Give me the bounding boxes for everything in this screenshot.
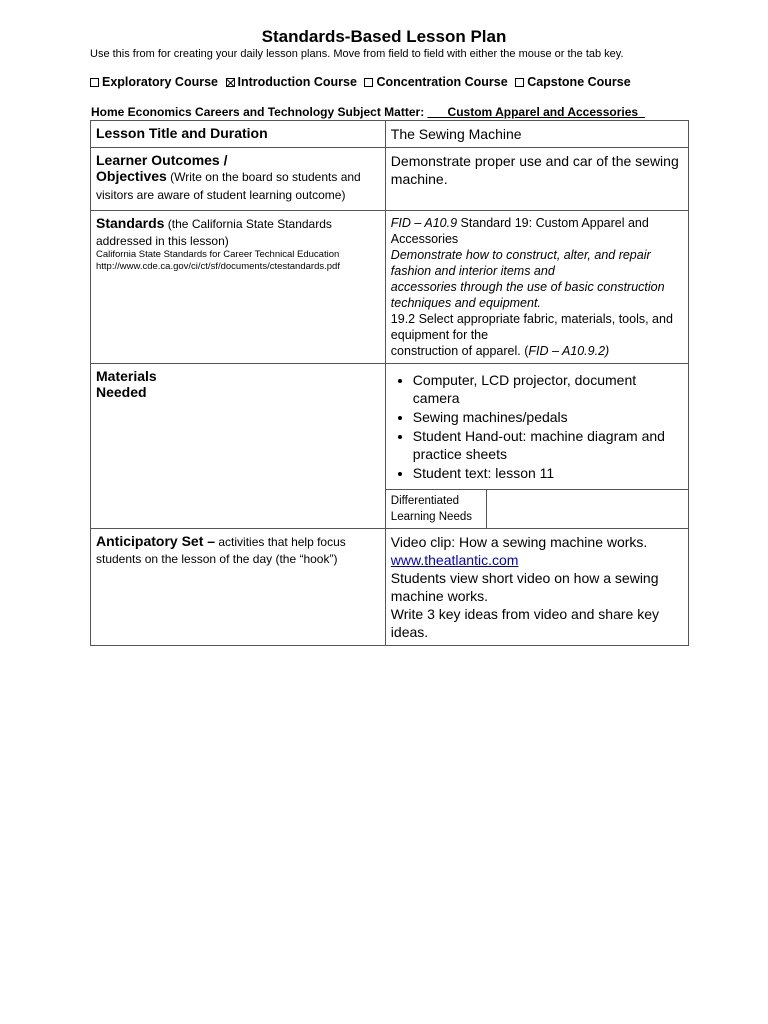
course-label: Concentration Course bbox=[376, 75, 508, 89]
subject-label: Home Economics Careers and Technology Subject Matter: bbox=[91, 105, 425, 119]
standards-field[interactable] bbox=[385, 211, 688, 364]
table-row-outcomes bbox=[91, 148, 689, 211]
outcomes-label-line2: Objectives bbox=[96, 168, 167, 184]
row-label-cell bbox=[91, 121, 386, 148]
standard-sub-code: FID – A10.9.2) bbox=[528, 344, 610, 358]
course-option-exploratory[interactable] bbox=[90, 75, 218, 89]
anticipatory-line3: Write 3 key ideas from video and share key ideas. bbox=[390, 606, 659, 640]
standard-code: FID – A10.9 bbox=[390, 216, 458, 230]
lesson-title-value: The Sewing Machine bbox=[390, 126, 522, 142]
standards-reference-url[interactable]: http://www.cde.ca.gov/ci/ct/sf/documents/ctestandards.pdf bbox=[96, 261, 340, 272]
lesson-title-label: Lesson Title and Duration bbox=[96, 125, 268, 141]
standard-sub-2: construction of apparel. ( bbox=[390, 344, 529, 358]
standard-sub-1: 19.2 Select appropriate fabric, materials, tools, and equipment for the bbox=[390, 312, 673, 342]
differentiated-label: Differentiated Learning Needs bbox=[386, 490, 487, 529]
list-item: • Student Hand-out: machine diagram and practice sheets bbox=[413, 427, 683, 463]
materials-list bbox=[391, 371, 683, 482]
anticipatory-line2: Students view short video on how a sewing machine works. bbox=[390, 570, 659, 604]
table-row-anticipatory bbox=[91, 529, 689, 646]
checkbox-icon[interactable] bbox=[364, 78, 373, 87]
row-label-cell bbox=[91, 211, 386, 364]
page-title: Standards-Based Lesson Plan bbox=[261, 27, 507, 46]
materials-label-line2: Needed bbox=[96, 384, 147, 400]
anticipatory-field[interactable] bbox=[385, 529, 688, 646]
list-item: • Sewing machines/pedals bbox=[413, 408, 683, 426]
standards-reference-title: California State Standards for Career Technical Education bbox=[96, 249, 340, 260]
anticipatory-label: Anticipatory Set – bbox=[96, 533, 216, 549]
course-label: Capstone Course bbox=[527, 75, 631, 89]
anticipatory-note: activities that help focus students on the lesson of the day (the “hook”) bbox=[96, 535, 346, 566]
table-row-materials bbox=[91, 364, 689, 529]
materials-field[interactable] bbox=[386, 364, 688, 489]
outcomes-note: (Write on the board so students and visitors are aware of student learning outcome) bbox=[96, 170, 361, 202]
lesson-plan-table bbox=[90, 120, 689, 646]
course-option-introduction[interactable] bbox=[226, 75, 357, 89]
subject-matter-line bbox=[91, 105, 645, 119]
differentiated-field[interactable] bbox=[486, 490, 688, 529]
table-row-lesson-title bbox=[91, 121, 689, 148]
list-item: • Computer, LCD projector, document camera bbox=[413, 371, 683, 407]
standards-note: (the California State Standards addressed in this lesson) bbox=[96, 217, 332, 248]
differentiated-table bbox=[386, 489, 688, 528]
outcomes-label-line1: Learner Outcomes / bbox=[96, 152, 228, 168]
course-checkbox-row bbox=[90, 75, 635, 90]
row-label-cell bbox=[91, 148, 386, 211]
row-label-cell bbox=[91, 364, 386, 529]
standard-description-1: Demonstrate how to construct, alter, and repair fashion and interior items and bbox=[390, 248, 651, 278]
materials-cell bbox=[385, 364, 688, 529]
checkbox-icon[interactable] bbox=[515, 78, 524, 87]
checkbox-icon[interactable] bbox=[90, 78, 99, 87]
standard-description-2: accessories through the use of basic construction techniques and equipment. bbox=[390, 280, 665, 310]
standards-label: Standards bbox=[96, 215, 165, 231]
course-label: Introduction Course bbox=[237, 75, 357, 89]
course-option-concentration[interactable] bbox=[364, 75, 507, 89]
anticipatory-line1: Video clip: How a sewing machine works. bbox=[390, 534, 648, 550]
row-label-cell bbox=[91, 529, 386, 646]
materials-label-line1: Materials bbox=[96, 368, 157, 384]
outcomes-field[interactable] bbox=[385, 148, 688, 211]
subject-value[interactable]: ___Custom Apparel and Accessories_ bbox=[427, 105, 645, 119]
table-row-standards bbox=[91, 211, 689, 364]
instructions-text: Use this from for creating your daily lesson plans. Move from field to field with either the mouse or the tab key. bbox=[90, 48, 624, 60]
anticipatory-link[interactable]: www.theatlantic.com bbox=[390, 552, 519, 568]
lesson-title-field[interactable] bbox=[385, 121, 688, 148]
course-label: Exploratory Course bbox=[102, 75, 219, 89]
course-option-capstone[interactable] bbox=[515, 75, 631, 89]
list-item: • Student text: lesson 11 bbox=[413, 464, 683, 482]
standard-title: Standard 19: Custom Apparel and Accessories bbox=[390, 216, 649, 246]
checked-checkbox-icon[interactable] bbox=[226, 78, 235, 87]
outcomes-value: Demonstrate proper use and car of the sewing machine. bbox=[390, 153, 679, 187]
